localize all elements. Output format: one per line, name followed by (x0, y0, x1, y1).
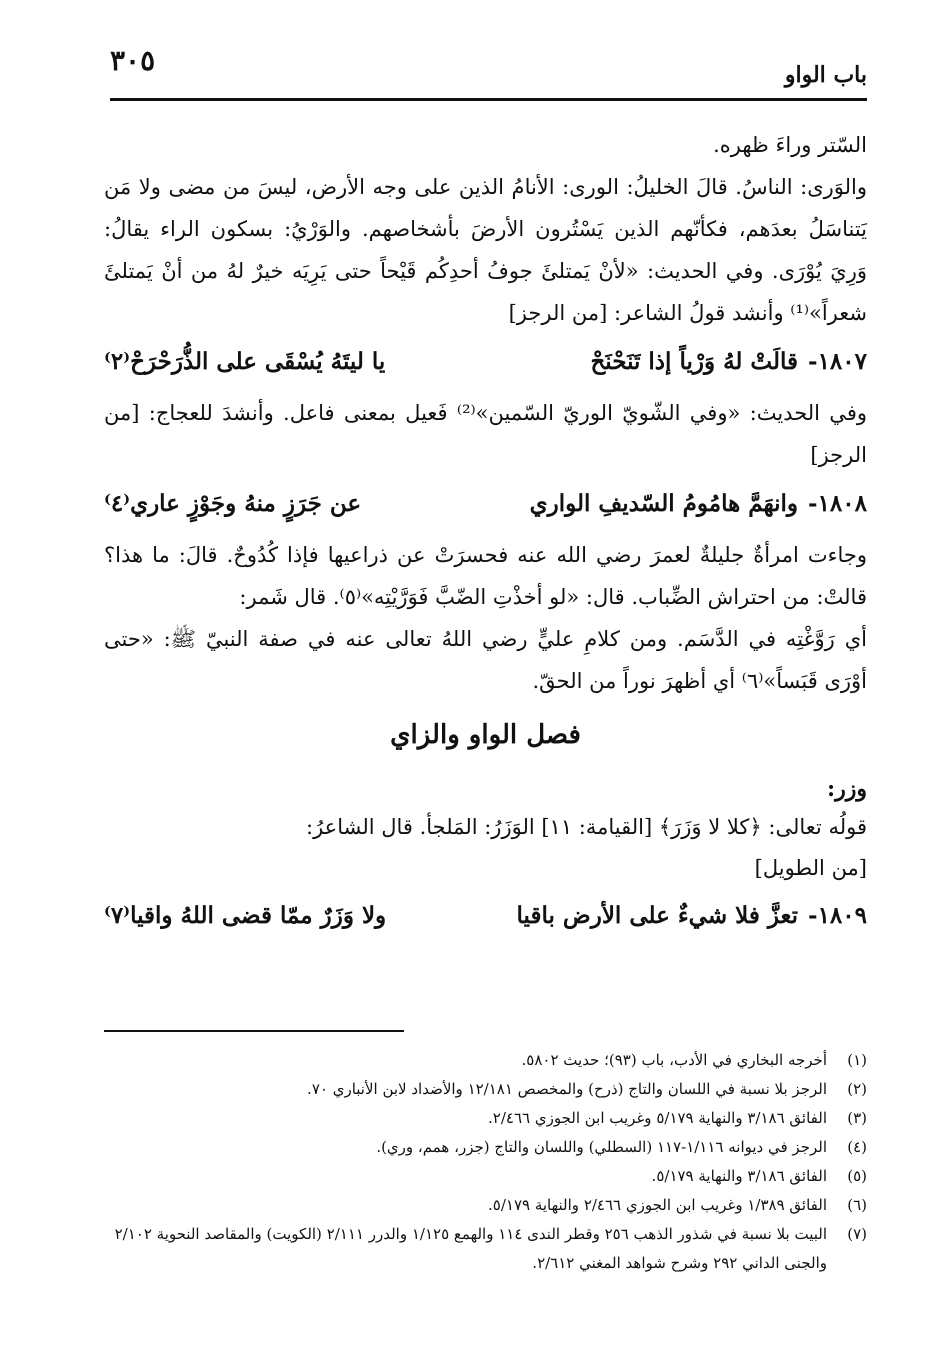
footnote (104, 1046, 867, 1075)
paragraph-rest: [القيامة: ١١] الوَزَرُ: المَلجأ. قال الشاعرُ: (306, 815, 653, 839)
verse-first-hemistich: تعزَّ فلا شيءٌ على الأرض باقيا (516, 902, 799, 929)
verse-second-hemistich: عن جَرَزٍ منهُ وجَوْزٍ عاري⁽٤⁾ (104, 490, 362, 517)
footnote-text: الرجز بلا نسبة في اللسان والتاج (ذرح) والمخصص ١٢/١٨١ والأضداد لابن الأنباري ٧٠. (307, 1080, 827, 1098)
footnotes (104, 1046, 867, 1278)
root-heading: وزر: (827, 776, 867, 802)
footnote-text: الرجز في ديوانه ١/١١٦-١١٧ (السطلي) واللسان والتاج (جزر، همم، وري). (376, 1138, 827, 1156)
paragraph: وجاءت امرأةٌ جليلةٌ لعمرَ رضي الله عنه فحسرَتْ عن ذراعيها فإذا كُدُوحٌ. قالَ: ما هذا؟ قالتْ: من احتراش الضِّباب. قال: «لو أخذْتِ الضّبَّ فَوَرَّيْتِه»⁽٥⁾. قال شَمر: (104, 543, 867, 609)
paragraph: أي رَوَّغْتِه في الدَّسَم. ومن كلامِ عليٍّ رضي اللهُ تعالى عنه في صفة النبيّ ﷺ: «حتى أوْرَى قَبَساً»⁽٦⁾ أي أظهرَ نوراً من الحقّ. (104, 627, 867, 693)
quran-quote: ﴿كلا لا وَزَرَ﴾ (658, 815, 762, 839)
verse-first-hemistich: قالَتْ لهُ وَرْياً إذا تَنَحْنَحْ (590, 348, 799, 375)
verse-number: ١٨٠٩- (808, 902, 867, 929)
footnote-text: البيت بلا نسبة في شذور الذهب ٢٥٦ وقطر الندى ١١٤ والهمع ١/١٢٥ والدرر ٢/١١١ (الكويت) والمقاصد النحوية ٢/١٠٢ والجنى الداني ٢٩٢ وشرح شواهد المغني ٢/٦١٢. (114, 1225, 827, 1272)
verse-first-hemistich: وانهَمَّ هامُومُ السّديفِ الواري (529, 490, 799, 517)
footnote-text: أخرجه البخاري في الأدب، باب (٩٣)؛ حديث ٥٨٠٢. (521, 1051, 827, 1069)
running-section-title: باب الواو (784, 62, 867, 88)
paragraph (104, 806, 867, 848)
footnote-number: (٧) (847, 1225, 867, 1243)
footnote (104, 1191, 867, 1220)
footnote (104, 1133, 867, 1162)
footnote-text: الفائق ٣/١٨٦ والنهاية ٥/١٧٩. (651, 1167, 827, 1185)
footnote (104, 1075, 867, 1104)
footnote-number: (٣) (847, 1109, 867, 1127)
page-number: ٣٠٥ (110, 44, 156, 77)
footnote-text: الفائق ١/٣٨٩ وغريب ابن الجوزي ٢/٤٦٦ والنهاية ٥/١٧٩. (488, 1196, 827, 1214)
footnote (104, 1162, 867, 1191)
paragraph: والوَرى: الناسُ. قالَ الخليلُ: الورى: الأنامُ الذين على وجه الأرض، ليسَ من مضى ولا مَن يَتناسَلُ بعدَهم، فكأنّهم الذين يَسْتُرون الأرضَ بأشخاصهم. والوَرْيُ: بسكون الراء يقالُ: وَرِيَ يُوْرَى. وفي الحديث: «لأنْ يَمتلئَ جوفُ أحدِكُم قَيْحاً حتى يَرِيَه خيرٌ لهُ من أنْ يَمتلئَ شعراً»⁽¹⁾ وأنشد قولُ الشاعر: [من الرجز] (104, 175, 867, 325)
paragraph: وفي الحديث: «وفي الشّويّ الوريّ السّمين»⁽²⁾ فَعيل بمعنى فاعل. وأنشدَ للعجاج: [من الرجز] (104, 401, 867, 467)
verse-1809 (104, 894, 867, 938)
footnote-number: (٤) (847, 1138, 867, 1156)
meter-tag: [من الطويل] (754, 856, 867, 880)
verse-number: ١٨٠٨- (808, 490, 867, 517)
paragraph-prefix: قولُه تعالى: (768, 815, 867, 839)
paragraph: السّتر وراءَ ظهره. (713, 133, 867, 157)
chapter-title: فصل الواو والزاي (390, 720, 581, 750)
verse-1807 (104, 340, 867, 384)
footnote-number: (٦) (847, 1196, 867, 1214)
footnote-divider (104, 1030, 404, 1032)
verse-second-hemistich: ولا وَزَرٌ ممّا قضى اللهُ واقيا⁽٧⁾ (104, 902, 387, 929)
footnote-text: الفائق ٣/١٨٦ والنهاية ٥/١٧٩ وغريب ابن الجوزي ٢/٤٦٦. (488, 1109, 827, 1127)
footnote-number: (١) (847, 1051, 867, 1069)
main-text (104, 124, 867, 946)
verse-number: ١٨٠٧- (808, 348, 867, 375)
verse-1808 (104, 482, 867, 526)
footnote (104, 1220, 867, 1278)
verse-second-hemistich: يا ليتَهُ يُسْقَى على الذُّرَحْرَحْ⁽٢⁾ (104, 348, 386, 375)
footnote (104, 1104, 867, 1133)
footnote-number: (٢) (847, 1080, 867, 1098)
page-header (110, 38, 867, 101)
footnote-number: (٥) (847, 1167, 867, 1185)
